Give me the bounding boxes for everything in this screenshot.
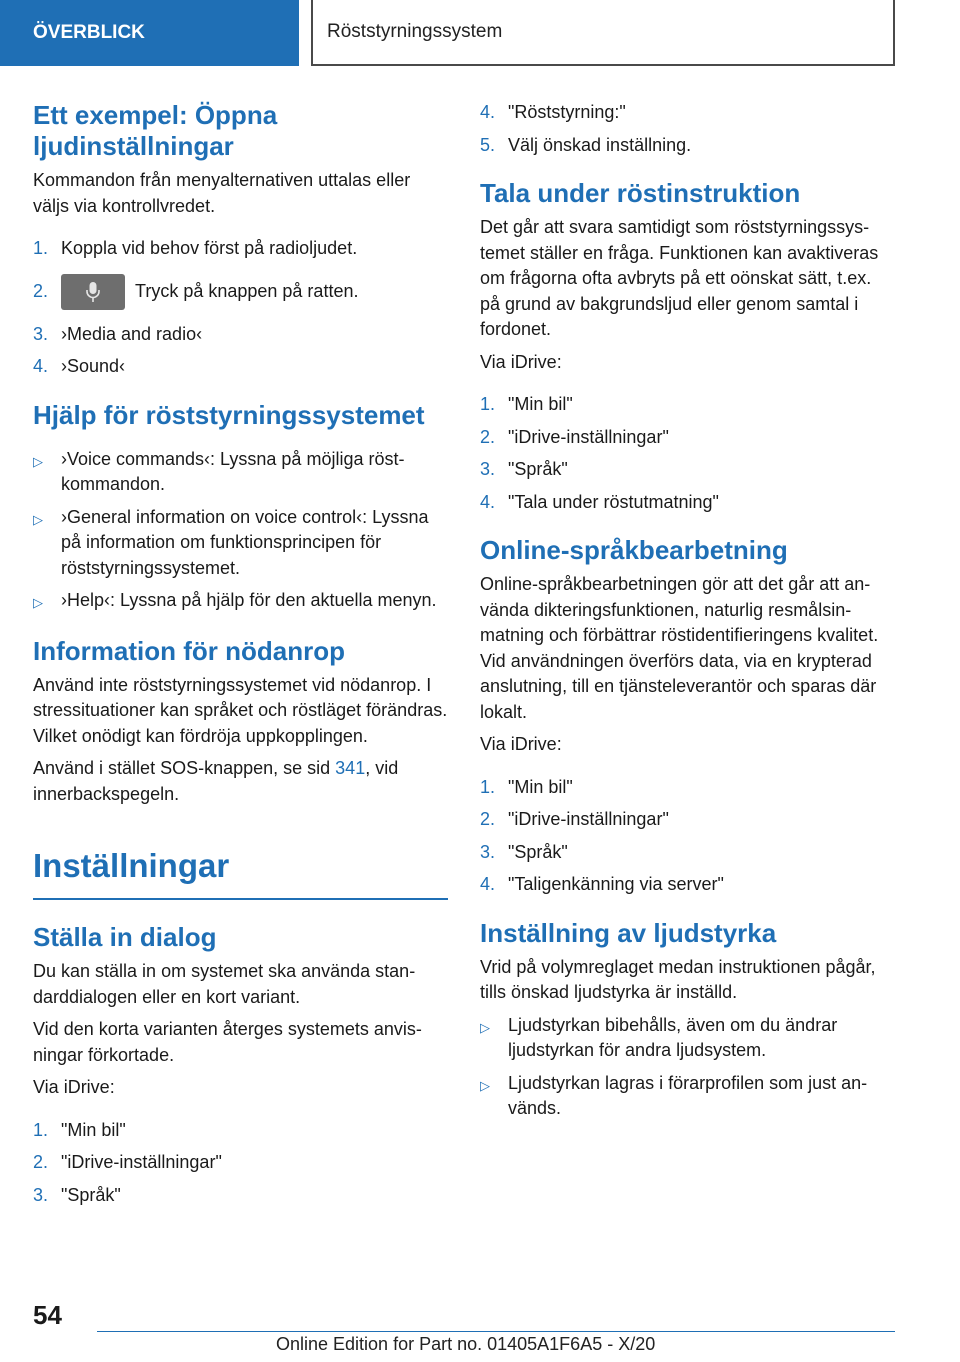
step-number: 5. <box>480 134 496 155</box>
emergency-sos-text: Använd i stället SOS-knappen, se sid 341, vid innerbackspegeln. <box>33 758 399 804</box>
list-item <box>480 1071 895 1122</box>
list-item <box>480 840 895 866</box>
list-item <box>33 354 448 380</box>
online-language-steps <box>480 775 895 898</box>
step-text: "Taligenkänning via server" <box>508 874 724 894</box>
dialog-text-1: Du kan ställa in om systemet ska använda standarddialogen eller en kort variant. <box>33 961 416 1007</box>
example-steps <box>33 236 448 380</box>
help-bullets <box>33 447 448 616</box>
step-number: 2. <box>480 426 496 447</box>
step-number: 4. <box>480 102 496 122</box>
list-item <box>480 100 895 126</box>
step-text: "Språk" <box>61 1184 121 1205</box>
bullet-text: Ljudstyrkan bibehålls, även om du ändrar ljudstyrkan för andra ljudsystem. <box>508 1014 838 1060</box>
step-number: 4. <box>480 491 496 512</box>
speak-during-steps <box>480 392 895 515</box>
section-label: ÖVERBLICK <box>33 22 145 43</box>
list-item <box>480 1013 895 1064</box>
step-number: 4. <box>33 356 49 376</box>
step-text: "Tala under röstutmatning" <box>508 491 719 512</box>
volume-bullets <box>480 1013 895 1122</box>
step-text: Välj önskad inställning. <box>508 134 692 155</box>
step-text: ›Media and radio‹ <box>61 323 203 344</box>
step-text: "Min bil" <box>61 1119 126 1140</box>
list-item <box>480 872 895 898</box>
step-text: "iDrive-inställningar" <box>508 809 669 829</box>
list-item <box>33 274 448 310</box>
list-item <box>33 322 448 348</box>
step-text: Tryck på knappen på ratten. <box>135 280 359 301</box>
volume-heading: Inställning av ljudstyrka <box>480 917 777 948</box>
step-number: 3. <box>33 323 49 344</box>
page-number: 54 <box>33 1300 62 1330</box>
bullet-text: Ljudstyrkan lagras i förarprofilen som just används. <box>508 1072 868 1118</box>
step-number: 3. <box>480 459 496 479</box>
step-number: 3. <box>33 1184 49 1205</box>
list-item <box>480 392 895 418</box>
triangle-bullet-icon: ▷ <box>33 511 43 527</box>
bullet-text: ›General information on voice control‹: Lyssna på information om funktionsprincipen för röststyrningssystemet. <box>61 506 429 578</box>
microphone-button-icon <box>61 274 125 310</box>
step-text: "iDrive-inställningar" <box>508 426 669 447</box>
list-item <box>33 1150 448 1176</box>
step-number: 1. <box>480 394 496 414</box>
list-item <box>33 505 448 582</box>
step-text: "iDrive-inställningar" <box>61 1152 222 1172</box>
list-item <box>480 133 895 159</box>
list-item <box>480 807 895 833</box>
volume-text: Vrid på volymreglaget medan instruktionen pågår, tills önskad ljudstyrka är inställd. <box>480 956 876 1002</box>
help-heading: Hjälp för röststyrningssystemet <box>33 399 425 430</box>
speak-during-text: Det går att svara samtidigt som röststyrningssystemet ställer en fråga. Funktionen kan avaktiveras om frågorna ofta avbryts på ett oönskat sätt, t.ex. på grund av bakgrundsljud eller genom samtal i fordonet. <box>480 217 879 339</box>
step-number: 2. <box>480 809 496 829</box>
example-intro: Kommandon från menyalternativen uttalas eller väljs via kontrollvredet. <box>33 170 411 216</box>
section-tab <box>0 0 299 66</box>
dialog-heading: Ställa in dialog <box>33 922 217 952</box>
settings-title: Inställningar <box>33 847 230 884</box>
step-text: "Min bil" <box>508 776 573 797</box>
via-idrive: Via iDrive: <box>33 1077 115 1097</box>
page-link[interactable]: 341 <box>335 758 366 778</box>
emergency-heading: Information för nödanrop <box>33 635 345 666</box>
list-item <box>33 588 448 616</box>
list-item <box>33 1183 448 1209</box>
left-column <box>33 100 448 1218</box>
step-number: 2. <box>33 280 49 301</box>
footer-edition: Online Edition for Part no. 01405A1F6A5 - X/20 <box>276 1334 656 1354</box>
list-item <box>480 425 895 451</box>
step-text: ›Sound‹ <box>61 356 126 376</box>
via-idrive: Via iDrive: <box>480 351 562 372</box>
step-number: 1. <box>33 1119 49 1140</box>
right-column <box>480 100 895 1132</box>
list-item <box>480 490 895 516</box>
triangle-bullet-icon: ▷ <box>480 1077 490 1093</box>
step-number: 2. <box>33 1152 49 1172</box>
list-item <box>33 447 448 498</box>
step-text: "Språk" <box>508 459 568 479</box>
list-item <box>480 457 895 483</box>
emergency-text: Använd inte röststyrningssystemet vid nödanrop. I stressituationer kan språket och röstläget förändras. Vilket onödigt kan fördröja uppkopplingen. <box>33 674 448 746</box>
example-heading: Ett exempel: Öppna ljudinställningar <box>33 100 278 161</box>
chapter-label: Röststyrningssystem <box>327 21 503 42</box>
dialog-steps-continued <box>480 100 895 158</box>
triangle-bullet-icon: ▷ <box>33 595 43 610</box>
footer-divider <box>97 1331 895 1332</box>
triangle-bullet-icon: ▷ <box>480 1019 490 1035</box>
via-idrive: Via iDrive: <box>480 734 562 754</box>
title-divider <box>33 898 448 900</box>
step-text: Koppla vid behov först på radioljudet. <box>61 238 358 258</box>
step-number: 4. <box>480 874 496 894</box>
step-text: "Röststyrning:" <box>508 102 626 122</box>
step-text: "Min bil" <box>508 394 573 414</box>
chapter-header <box>311 0 895 66</box>
bullet-text: ›Voice commands‹: Lyssna på möjliga röstkommandon. <box>61 448 405 494</box>
bullet-text: ›Help‹: Lyssna på hjälp för den aktuella menyn. <box>61 590 437 610</box>
step-number: 1. <box>33 238 49 258</box>
step-text: "Språk" <box>508 841 568 862</box>
triangle-bullet-icon: ▷ <box>33 453 43 469</box>
step-number: 1. <box>480 776 496 797</box>
online-language-text: Online-språkbearbetningen gör att det går att använda dikteringsfunktionen, naturlig resmålsinmatning och förbättrar röstidentifieringens kvalitet. Vid användningen överförs data, via en krypterad anslutning, till en tjänsteleverantör och sparas där lokalt. <box>480 574 879 722</box>
online-language-heading: Online-språkbearbetning <box>480 535 788 565</box>
list-item <box>33 1118 448 1144</box>
list-item <box>33 236 448 262</box>
dialog-text-2: Vid den korta varianten återges systemets anvisningar förkortade. <box>33 1019 422 1065</box>
speak-during-heading: Tala under röstinstruktion <box>480 178 801 208</box>
dialog-steps <box>33 1118 448 1209</box>
step-number: 3. <box>480 841 496 862</box>
list-item <box>480 775 895 801</box>
